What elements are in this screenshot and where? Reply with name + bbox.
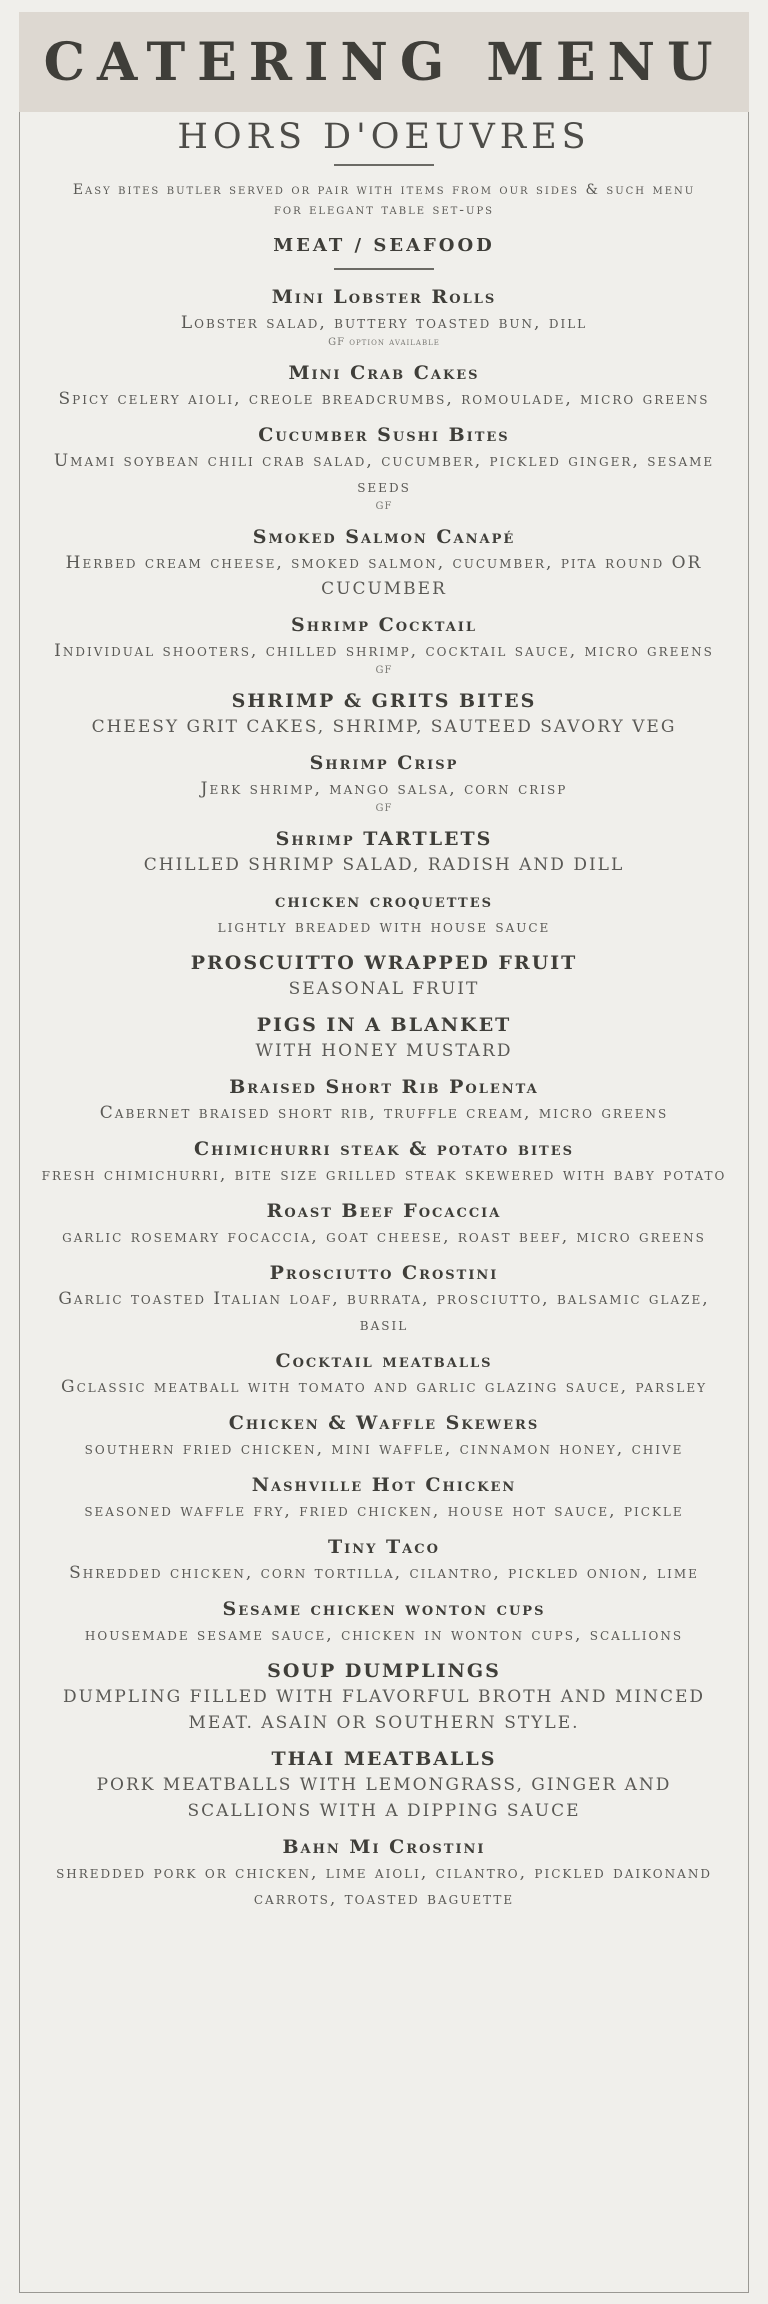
menu-item-description: garlic rosemary focaccia, goat cheese, roast beef, micro greens [62,1227,706,1247]
menu-item-description: lightly breaded with house sauce [217,917,551,937]
menu-item-name: PIGS IN A BLANKET [256,1014,512,1036]
menu-item-name: Mini Crab Cakes [288,362,480,384]
menu-item [39,612,729,678]
menu-item [39,1534,729,1586]
menu-item-description: WITH HONEY MUSTARD [255,1041,513,1061]
menu-item [39,1198,729,1250]
menu-item-name: Prosciutto Crostini [269,1262,499,1284]
menu-item-name: Chimichurri steak & potato bites [193,1138,575,1160]
menu-item-name: Mini Lobster Rolls [271,286,497,308]
menu-item [39,1746,729,1824]
menu-item-note: GF option available [328,337,440,348]
menu-item-description: CHILLED SHRIMP SALAD, RADISH AND DILL [143,855,625,875]
menu-item-description: Individual shooters, chilled shrimp, cocktail sauce, micro greens [54,641,714,661]
menu-item [39,688,729,740]
menu-item [39,360,729,412]
menu-item [39,1074,729,1126]
menu-item-name: Smoked Salmon Canapé [252,526,516,548]
menu-item-note: GF [375,803,393,814]
menu-item-description: SEASONAL FRUIT [288,979,480,999]
menu-item [39,750,729,816]
menu-item-name: Braised Short Rib Polenta [229,1076,539,1098]
menu-item [39,950,729,1002]
menu-item-list [19,284,749,1912]
menu-item-description: Garlic toasted Italian loaf, burrata, prosciutto, balsamic glaze, basil [58,1289,710,1335]
menu-item-description: southern fried chicken, mini waffle, cinnamon honey, chive [84,1439,684,1459]
menu-item-name: SOUP DUMPLINGS [267,1660,501,1682]
menu-item-description: Gclassic meatball with tomato and garlic glazing sauce, parsley [60,1377,708,1397]
menu-item [39,524,729,602]
title-banner [19,12,749,112]
menu-item-note: GF [375,665,393,676]
menu-item-description: PORK MEATBALLS WITH LEMONGRASS, GINGER AND SCALLIONS WITH A DIPPING SAUCE [96,1775,672,1821]
menu-item [39,1348,729,1400]
menu-item-name: Roast Beef Focaccia [266,1200,502,1222]
menu-item-description: Herbed cream cheese, smoked salmon, cucumber, pita round OR CUCUMBER [65,553,703,599]
menu-item-name: Shrimp TARTLETS [275,828,493,850]
menu-content [19,112,749,1922]
menu-item-name: Nashville Hot Chicken [251,1474,517,1496]
menu-item-name: Cucumber Sushi Bites [258,424,510,446]
menu-item [39,826,729,878]
category-heading: MEAT / SEAFOOD [273,235,495,256]
menu-item-name: PROSCUITTO WRAPPED FRUIT [190,952,578,974]
menu-item [39,888,729,940]
menu-item-description: Shredded chicken, corn tortilla, cilantro, pickled onion, lime [69,1563,699,1583]
menu-item-name: chicken croquettes [275,890,493,912]
menu-item-name: THAI MEATBALLS [271,1748,497,1770]
menu-item-description: Umami soybean chili crab salad, cucumber, pickled ginger, sesame seeds [53,451,715,497]
menu-item-description: housemade sesame sauce, chicken in wonton cups, scallions [84,1625,684,1645]
menu-item [39,1410,729,1462]
menu-item-description: Jerk shrimp, mango salsa, corn crisp [200,779,568,799]
menu-item [39,422,729,514]
menu-item-description: DUMPLING FILLED WITH FLAVORFUL BROTH AND MINCED MEAT. ASAIN OR SOUTHERN STYLE. [62,1687,706,1733]
menu-item [39,1472,729,1524]
menu-item-description: Spicy celery aioli, creole breadcrumbs, romoulade, micro greens [58,389,710,409]
menu-item-note: GF [375,501,393,512]
menu-item-name: SHRIMP & GRITS BITES [231,690,537,712]
menu-item [39,1136,729,1188]
menu-item-name: Chicken & Waffle Skewers [228,1412,540,1434]
menu-item [39,1012,729,1064]
menu-item-name: Sesame chicken wonton cups [222,1598,546,1620]
menu-item [39,1596,729,1648]
menu-title: CATERING MENU [43,31,725,93]
menu-item [39,1834,729,1912]
divider [334,268,434,270]
menu-item-description: Lobster salad, buttery toasted bun, dill [180,313,588,333]
menu-item-description: shredded pork or chicken, lime aioli, cilantro, pickled daikonand carrots, toasted baguette [56,1863,712,1909]
menu-item [39,1658,729,1736]
menu-item-description: seasoned waffle fry, fried chicken, house hot sauce, pickle [84,1501,684,1521]
menu-item-description: CHEESY GRIT CAKES, SHRIMP, SAUTEED SAVORY VEG [91,717,677,737]
menu-item-name: Shrimp Cocktail [290,614,478,636]
section-intro: Easy bites butler served or pair with items from our sides & such menu for elegant table set-ups [72,182,696,218]
menu-item-description: Cabernet braised short rib, truffle cream, micro greens [99,1103,669,1123]
menu-item-name: Bahn Mi Crostini [282,1836,486,1858]
menu-item [39,1260,729,1338]
section-heading: HORS D'OEUVRES [177,117,591,157]
menu-item-name: Cocktail meatballs [275,1350,493,1372]
menu-item-description: fresh chimichurri, bite size grilled steak skewered with baby potato [41,1165,727,1185]
menu-item-name: Tiny Taco [328,1536,440,1558]
menu-item-name: Shrimp Crisp [309,752,459,774]
menu-item [39,284,729,350]
divider [334,164,434,166]
